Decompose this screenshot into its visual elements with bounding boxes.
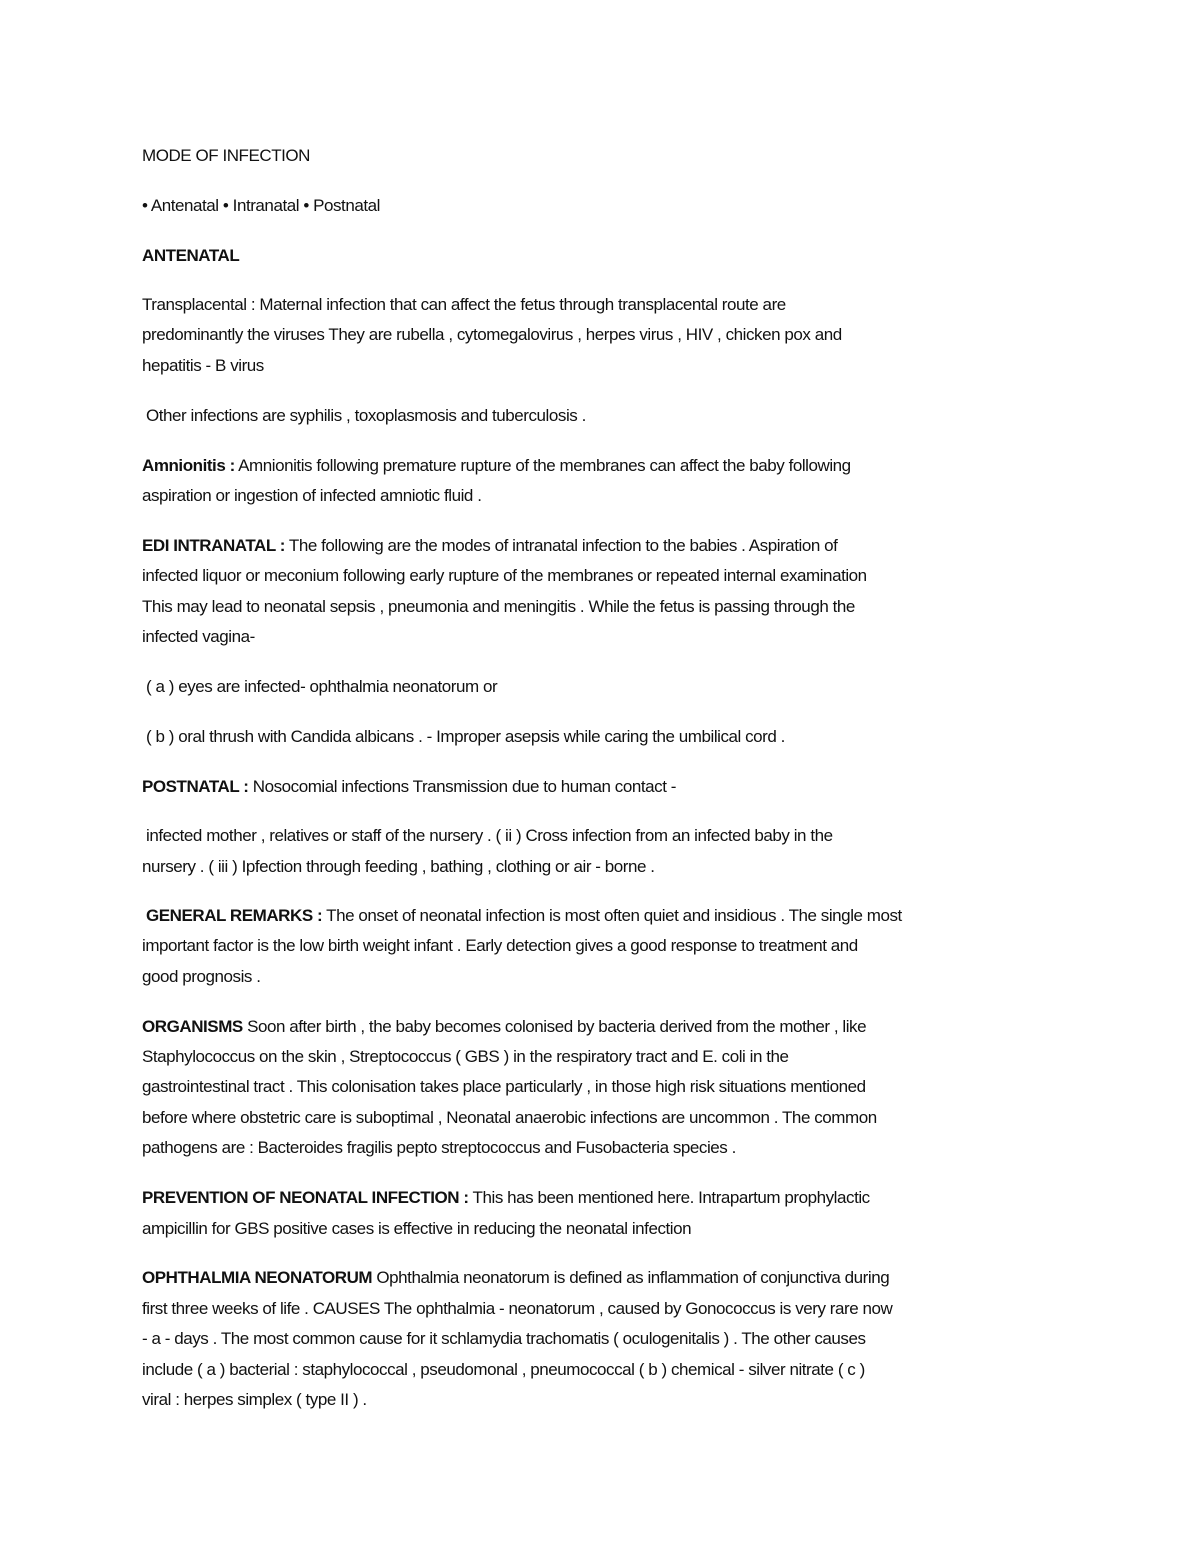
paragraph-text: Soon after birth , the baby becomes colonised by bacteria derived from the mother , like — [242, 1017, 867, 1036]
prevention-line-2 — [142, 1218, 691, 1240]
antenatal-heading — [142, 245, 239, 267]
general-remarks-line-1 — [146, 905, 902, 927]
organisms-line-3 — [142, 1076, 866, 1098]
transplacental-line-3 — [142, 355, 264, 377]
intranatal-line-2 — [142, 565, 867, 587]
paragraph-text: Staphylococcus on the skin , Streptococcus ( GBS ) in the respiratory tract and E. coli in the — [142, 1047, 789, 1066]
transplacental-line-2 — [142, 324, 842, 346]
organisms-line-1 — [142, 1016, 866, 1038]
paragraph-text: Other infections are syphilis , toxoplasmosis and tuberculosis . — [146, 406, 586, 425]
amnionitis-label: Amnionitis : — [142, 456, 235, 475]
ophthalmia-line-5 — [142, 1389, 367, 1411]
paragraph-text: Maternal infection that can affect the fetus through transplacental route are — [255, 295, 786, 314]
list-item-text: ( b ) oral thrush with Candida albicans . - Improper asepsis while caring the umbilical cord . — [146, 727, 785, 746]
paragraph-text: The following are the modes of intranatal infection to the babies . Aspiration of — [284, 536, 838, 555]
general-remarks-line-2 — [142, 935, 858, 957]
general-remarks-label: GENERAL REMARKS : — [146, 906, 323, 925]
organisms-line-5 — [142, 1137, 736, 1159]
intranatal-item-b — [146, 726, 785, 748]
paragraph-text: infected liquor or meconium following early rupture of the membranes or repeated internal examination — [142, 566, 867, 585]
paragraph-text: first three weeks of life . CAUSES The ophthalmia - neonatorum , caused by Gonococcus is very rare now — [142, 1299, 893, 1318]
heading-text: ANTENATAL — [142, 246, 240, 265]
paragraph-text: hepatitis - B virus — [142, 356, 264, 375]
paragraph-text: The onset of neonatal infection is most often quiet and insidious . The single most — [322, 906, 902, 925]
paragraph-text: nursery . ( iii ) Ipfection through feeding , bathing , clothing or air - borne . — [142, 857, 655, 876]
paragraph-text: ampicillin for GBS positive cases is effective in reducing the neonatal infection — [142, 1219, 692, 1238]
ophthalmia-line-1 — [142, 1267, 889, 1289]
organisms-line-2 — [142, 1046, 789, 1068]
postnatal-detail-1 — [146, 825, 833, 847]
paragraph-text: before where obstetric care is suboptimal , Neonatal anaerobic infections are uncommon . The common — [142, 1108, 877, 1127]
ophthalmia-line-3 — [142, 1328, 866, 1350]
ophthalmia-line-2 — [142, 1298, 892, 1320]
paragraph-text: gastrointestinal tract . This colonisation takes place particularly , in those high risk situations mentioned — [142, 1077, 866, 1096]
paragraph-text: This may lead to neonatal sepsis , pneumonia and meningitis . While the fetus is passing through the — [142, 597, 855, 616]
amnionitis-line-1 — [142, 455, 851, 477]
document-title — [142, 145, 310, 167]
ophthalmia-line-4 — [142, 1359, 865, 1381]
paragraph-text: predominantly the viruses They are rubella , cytomegalovirus , herpes virus , HIV , chicken pox and — [142, 325, 842, 344]
intranatal-label: EDI INTRANATAL : — [142, 536, 285, 555]
paragraph-text: infected vagina- — [142, 627, 255, 646]
modes-text: • Antenatal • Intranatal • Postnatal — [142, 196, 380, 215]
paragraph-text: aspiration or ingestion of infected amniotic fluid . — [142, 486, 482, 505]
paragraph-text: good prognosis . — [142, 967, 261, 986]
organisms-line-4 — [142, 1107, 877, 1129]
postnatal-detail-2 — [142, 856, 655, 878]
list-item-text: ( a ) eyes are infected- ophthalmia neonatorum or — [146, 677, 498, 696]
paragraph-text: include ( a ) bacterial : staphylococcal , pseudomonal , pneumococcal ( b ) chemical - silver nitrate ( c ) — [142, 1360, 865, 1379]
paragraph-text: pathogens are : Bacteroides fragilis pepto streptococcus and Fusobacteria species . — [142, 1138, 736, 1157]
modes-list — [142, 195, 380, 217]
intranatal-line-3 — [142, 596, 855, 618]
paragraph-text: Nosocomial infections Transmission due to human contact - — [248, 777, 676, 796]
organisms-label: ORGANISMS — [142, 1017, 243, 1036]
postnatal-label: POSTNATAL : — [142, 777, 249, 796]
prevention-label: PREVENTION OF NEONATAL INFECTION : — [142, 1188, 469, 1207]
paragraph-text: - a - days . The most common cause for it schlamydia trachomatis ( oculogenitalis ) . The other causes — [142, 1329, 866, 1348]
transplacental-label: Transplacental : — [142, 295, 256, 314]
intranatal-item-a — [146, 676, 497, 698]
postnatal-line — [142, 776, 676, 798]
transplacental-line-1 — [142, 294, 786, 316]
ophthalmia-label: OPHTHALMIA NEONATORUM — [142, 1268, 373, 1287]
paragraph-text: Ophthalmia neonatorum is defined as inflammation of conjunctiva during — [372, 1268, 890, 1287]
intranatal-line-1 — [142, 535, 837, 557]
paragraph-text: viral : herpes simplex ( type II ) . — [142, 1390, 367, 1409]
paragraph-text: infected mother , relatives or staff of the nursery . ( ii ) Cross infection from an infected baby in the — [146, 826, 833, 845]
general-remarks-line-3 — [142, 966, 261, 988]
paragraph-text: This has been mentioned here. Intrapartum prophylactic — [468, 1188, 870, 1207]
paragraph-text: Amnionitis following premature rupture of the membranes can affect the baby following — [234, 456, 851, 475]
other-infections — [146, 405, 586, 427]
title-text: MODE OF INFECTION — [142, 146, 311, 165]
amnionitis-line-2 — [142, 485, 481, 507]
intranatal-line-4 — [142, 626, 255, 648]
paragraph-text: important factor is the low birth weight infant . Early detection gives a good response to treatment and — [142, 936, 858, 955]
prevention-line-1 — [142, 1187, 870, 1209]
